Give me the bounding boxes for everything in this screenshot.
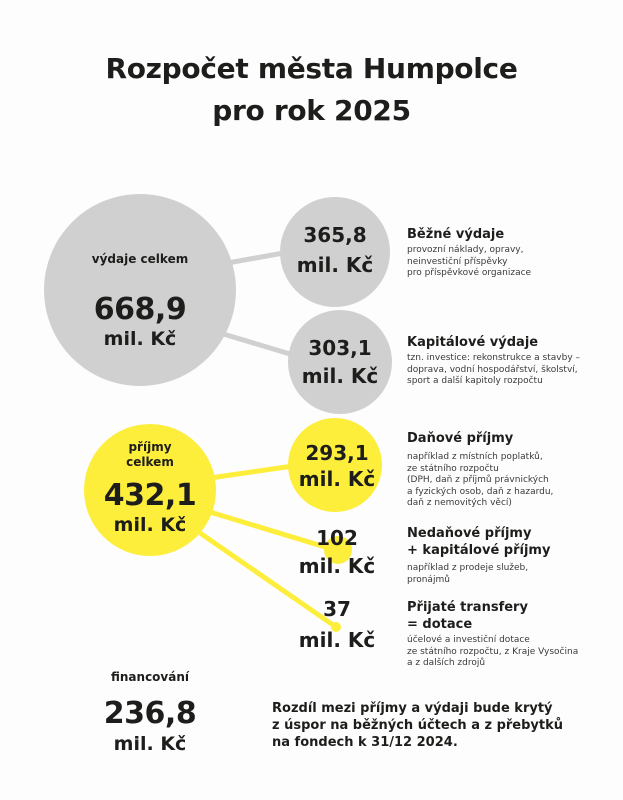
income-tax-unit: mil. Kč	[298, 467, 376, 491]
expense-capital-unit: mil. Kč	[301, 364, 379, 388]
income-nontax-value: 102	[316, 526, 358, 550]
financing-note: Rozdíl mezi příjmy a výdaji bude krytý z úspor na běžných účtech a z přebytků na fondech k 31/12 2024.	[272, 701, 564, 750]
expense-running-value: 365,8	[303, 223, 367, 247]
financing-unit: mil. Kč	[113, 733, 187, 755]
income-nontax-description: například z prodeje služeb, pronájmů	[407, 563, 529, 585]
income-total-unit: mil. Kč	[113, 514, 187, 536]
expense-running-title: Běžné výdaje	[407, 227, 505, 242]
expense-capital-title: Kapitálové výdaje	[407, 335, 539, 350]
income-total-label: příjmy celkem	[126, 440, 174, 469]
income-total-value: 432,1	[103, 478, 197, 513]
expense-capital-description: tzn. investice: rekonstrukce a stavby – doprava, vodní hospodářství, školství, sport a další kapitoly rozpočtu	[407, 353, 580, 386]
income-nontax-title: Nedaňové příjmy + kapitálové příjmy	[407, 526, 551, 558]
income-tax-description: například z místních poplatků, ze státního rozpočtu (DPH, daň z příjmů právnických a fyzických osob, daň z hazardu, daň z nemovitých věcí)	[407, 452, 554, 508]
income-transfers-description: účelové a investiční dotace ze státního rozpočtu, z Kraje Vysočina a z dalších zdrojů	[407, 635, 579, 668]
expenses-total-circle	[44, 194, 236, 386]
expense-running-description: provozní náklady, opravy, neinvestiční příspěvky pro příspěvkové organizace	[407, 245, 532, 278]
income-transfers-title: Přijaté transfery = dotace	[407, 600, 528, 632]
expense-capital-circle	[288, 310, 392, 414]
expense-running-unit: mil. Kč	[296, 253, 374, 277]
financing-value: 236,8	[103, 696, 197, 731]
expenses-total-unit: mil. Kč	[103, 328, 177, 350]
expense-capital-value: 303,1	[308, 336, 372, 360]
income-transfers-unit: mil. Kč	[298, 628, 376, 652]
expenses-total-label: výdaje celkem	[91, 252, 189, 266]
income-nontax-unit: mil. Kč	[298, 554, 376, 578]
income-transfers-value: 37	[323, 597, 351, 621]
title-line-1: Rozpočet města Humpolce	[105, 52, 518, 85]
expenses-total-value: 668,9	[93, 292, 187, 327]
income-tax-title: Daňové příjmy	[407, 431, 514, 446]
income-tax-value: 293,1	[305, 441, 369, 465]
financing-label: financování	[110, 670, 189, 684]
title-line-2: pro rok 2025	[212, 94, 411, 127]
